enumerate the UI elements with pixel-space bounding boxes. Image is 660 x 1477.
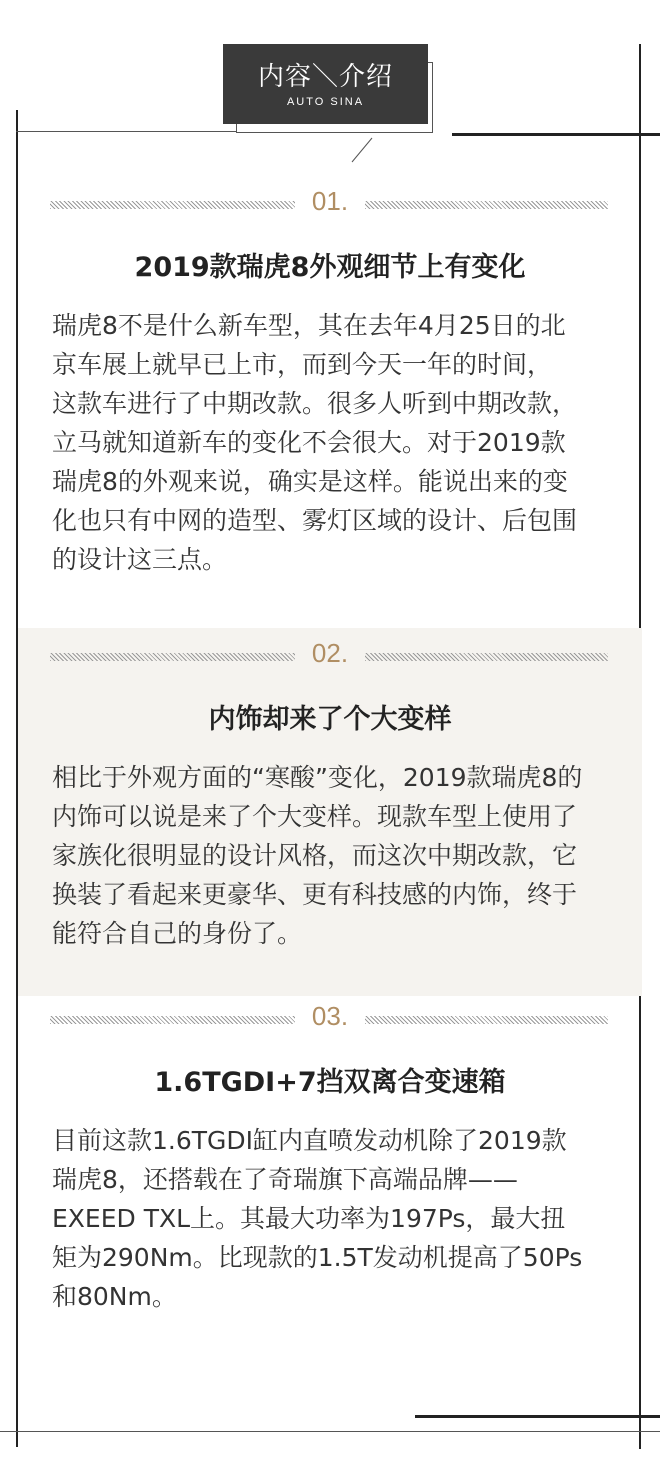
paragraph-line: 京车展上就早已上市，而到今天一年的时间， bbox=[52, 350, 553, 379]
section-1-paragraph bbox=[52, 306, 652, 579]
paragraph-line: 这款车进行了中期改款。很多人听到中期改款， bbox=[52, 389, 578, 418]
frame-top-right-line bbox=[452, 133, 660, 136]
section-3-title: 1.6TGDI+7挡双离合变速箱 bbox=[154, 1067, 506, 1098]
header-subtitle: AUTO SINA bbox=[286, 96, 365, 108]
section-1-divider-right bbox=[365, 201, 608, 209]
paragraph-line: EXEED TXL上。其最大功率为197Ps，最大扭 bbox=[52, 1204, 566, 1233]
frame-top-left-line bbox=[16, 131, 236, 132]
paragraph-line: 目前这款1.6TGDI缸内直喷发动机除了2019款 bbox=[52, 1126, 567, 1155]
header-box bbox=[223, 44, 428, 124]
paragraph-line: 瑞虎8不是什么新车型，其在去年4月25日的北 bbox=[52, 311, 566, 340]
paragraph-line: 换装了看起来更豪华、更有科技感的内饰，终于 bbox=[52, 880, 578, 909]
section-1-number: 01. bbox=[311, 186, 349, 216]
section-2-number: 02. bbox=[311, 638, 349, 668]
paragraph-line: 内饰可以说是来了个大变样。现款车型上使用了 bbox=[52, 802, 578, 831]
section-3-paragraph bbox=[52, 1121, 652, 1316]
paragraph-line: 瑞虎8的外观来说，确实是这样。能说出来的变 bbox=[52, 467, 568, 496]
paragraph-line: 家族化很明显的设计风格，而这次中期改款，它 bbox=[52, 841, 578, 870]
paragraph-line: 化也只有中网的造型、雾灯区域的设计、后包围 bbox=[52, 506, 578, 535]
section-3-number: 03. bbox=[311, 1001, 349, 1031]
header-title: 内容＼介绍 bbox=[257, 62, 393, 92]
section-3-divider-left bbox=[50, 1016, 295, 1024]
paragraph-line: 能符合自己的身份了。 bbox=[52, 919, 303, 948]
section-1-title: 2019款瑞虎8外观细节上有变化 bbox=[134, 252, 526, 283]
frame-bottom-right-line bbox=[415, 1415, 660, 1418]
header-slash-decoration bbox=[350, 136, 374, 164]
paragraph-line: 立马就知道新车的变化不会很大。对于2019款 bbox=[52, 428, 566, 457]
paragraph-line: 的设计这三点。 bbox=[52, 545, 228, 574]
paragraph-line: 矩为290Nm。比现款的1.5T发动机提高了50Ps bbox=[52, 1243, 583, 1272]
section-2-title: 内饰却来了个大变样 bbox=[208, 704, 452, 735]
paragraph-line: 瑞虎8，还搭载在了奇瑞旗下高端品牌—— bbox=[52, 1165, 518, 1194]
section-2-divider-right bbox=[365, 653, 608, 661]
paragraph-line: 和80Nm。 bbox=[52, 1282, 177, 1311]
section-1-divider-left bbox=[50, 201, 295, 209]
section-2-divider-left bbox=[50, 653, 295, 661]
frame-bottom-line bbox=[0, 1431, 660, 1432]
section-3-divider-right bbox=[365, 1016, 608, 1024]
section-2-paragraph bbox=[52, 758, 652, 953]
paragraph-line: 相比于外观方面的“寒酸”变化，2019款瑞虎8的 bbox=[52, 763, 583, 792]
